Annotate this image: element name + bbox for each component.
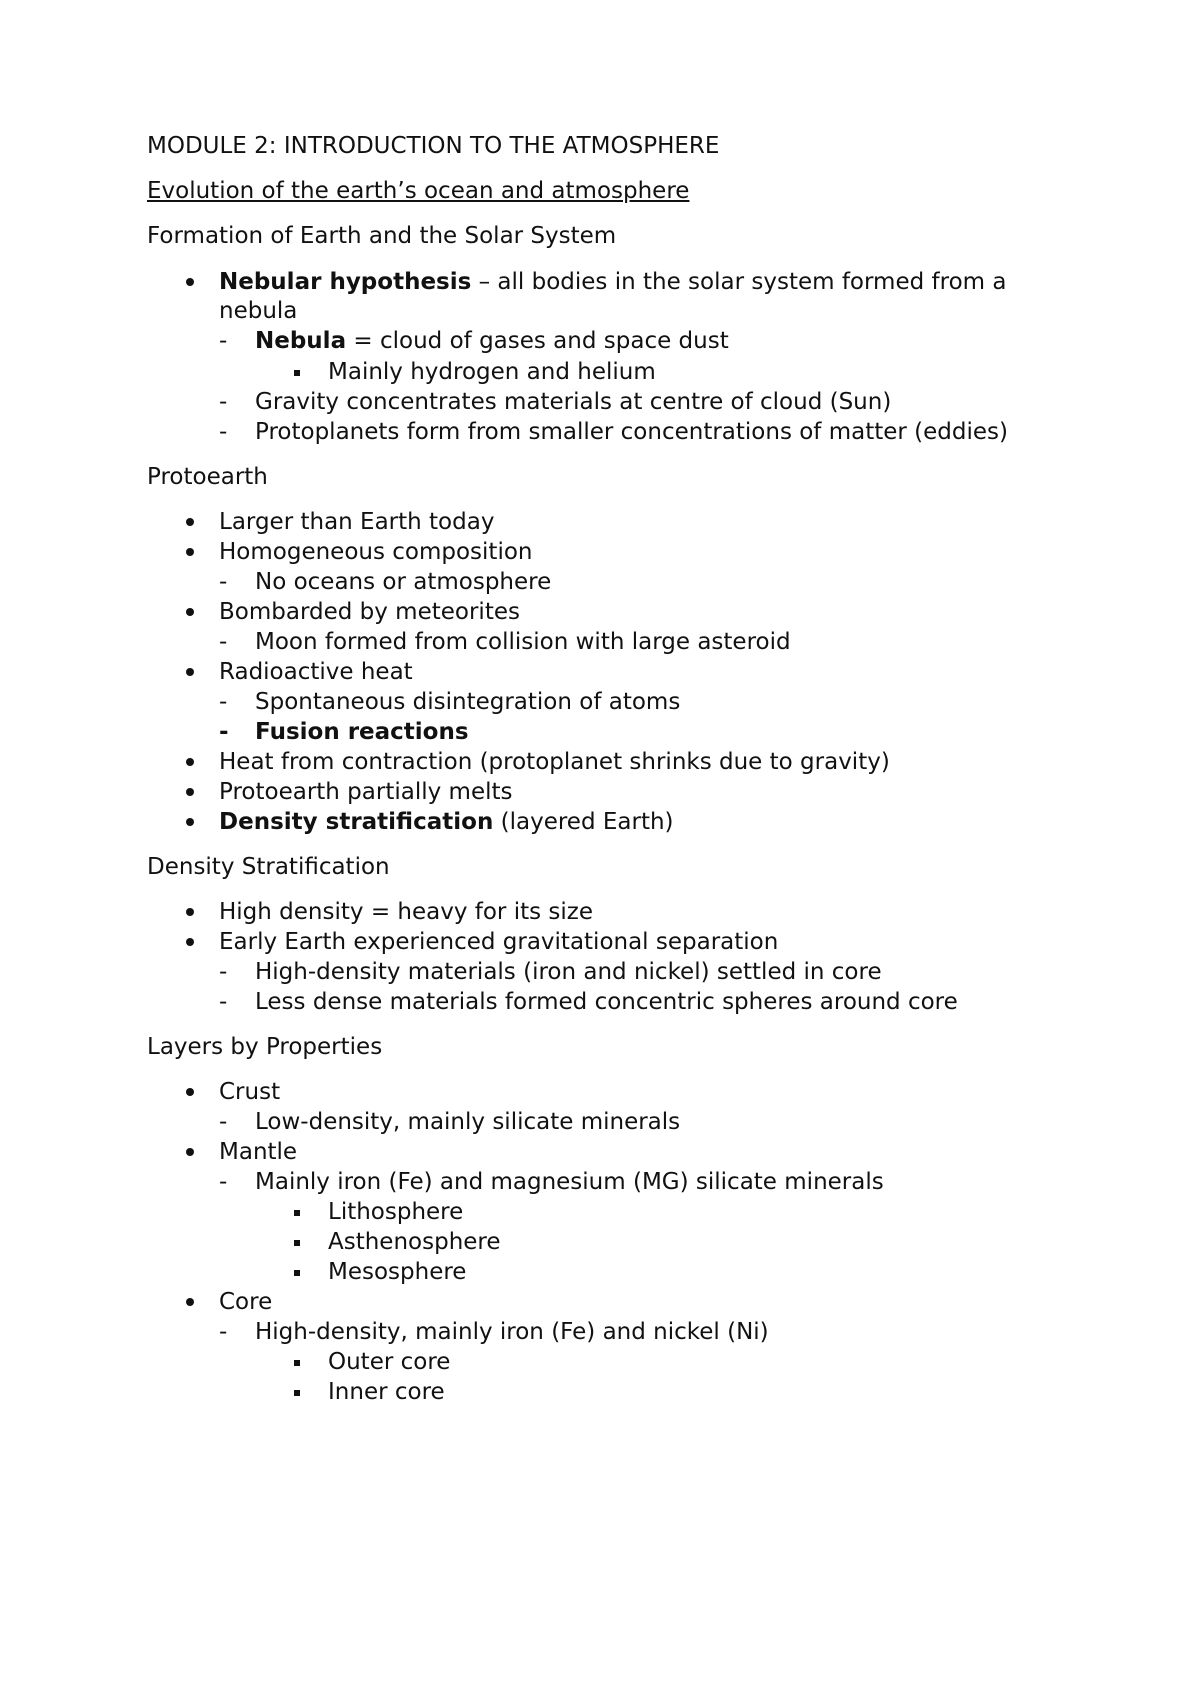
bullet-icon bbox=[186, 278, 194, 286]
square-bullet-icon bbox=[294, 1210, 300, 1216]
dash-icon: - bbox=[219, 719, 229, 745]
dash-icon: - bbox=[219, 989, 228, 1015]
bullet-icon bbox=[186, 668, 194, 676]
nebular-definition: – all bodies in the solar system formed from a bbox=[471, 269, 1007, 295]
protoearth-heading: Protoearth bbox=[147, 464, 268, 490]
bullet-icon bbox=[186, 548, 194, 556]
density-heading: Density Stratification bbox=[147, 854, 390, 880]
document-title: MODULE 2: INTRODUCTION TO THE ATMOSPHERE bbox=[147, 133, 720, 159]
bullet-icon bbox=[186, 818, 194, 826]
bullet-icon bbox=[186, 1298, 194, 1306]
dash-icon: - bbox=[219, 1109, 228, 1135]
square-bullet-icon bbox=[294, 1390, 300, 1396]
square-bullet-icon bbox=[294, 1360, 300, 1366]
square-bullet-icon bbox=[294, 1270, 300, 1276]
bullet-icon bbox=[186, 788, 194, 796]
dash-icon: - bbox=[219, 389, 228, 415]
dash-icon: - bbox=[219, 419, 228, 445]
dash-icon: - bbox=[219, 1169, 228, 1195]
square-bullet-icon bbox=[294, 1240, 300, 1246]
document-subtitle: Evolution of the earth’s ocean and atmosphere bbox=[147, 178, 690, 204]
term-nebula: Nebula bbox=[255, 328, 347, 354]
dash-icon: - bbox=[219, 1319, 228, 1345]
dash-icon: - bbox=[219, 959, 228, 985]
nebula-definition: = cloud of gases and space dust bbox=[346, 328, 729, 354]
bullet-icon bbox=[186, 1148, 194, 1156]
square-bullet-icon bbox=[294, 370, 300, 376]
dash-icon: - bbox=[219, 328, 228, 354]
bullet-icon bbox=[186, 518, 194, 526]
dash-icon: - bbox=[219, 629, 228, 655]
term-fusion-reactions: Fusion reactions bbox=[255, 719, 469, 745]
nebular-definition-continued: nebula bbox=[219, 298, 298, 324]
bullet-icon bbox=[186, 1088, 194, 1096]
term-density-stratification: Density stratification bbox=[219, 809, 494, 835]
bullet-icon bbox=[186, 608, 194, 616]
bullet-icon bbox=[186, 758, 194, 766]
dash-icon: - bbox=[219, 569, 228, 595]
layers-heading: Layers by Properties bbox=[147, 1034, 383, 1060]
formation-heading: Formation of Earth and the Solar System bbox=[147, 223, 617, 249]
bullet-icon bbox=[186, 908, 194, 916]
document-page: MODULE 2: INTRODUCTION TO THE ATMOSPHERE Evolution of the earth’s ocean and atmosphere Formation of Earth and the Solar System Nebular hypothesis – all bodies in the solar system formed from a nebula - Nebula = cloud of gases and space dust Mainly hydrogen and helium - Gravity concentrates materials at centre of cloud (Sun) - Protoplanets form from smaller concentrations of matter (eddies) Protoearth Larger than Earth today Homogeneous composition - No oceans or atmosphere Bombarded by meteorites - Moon formed from collision with large asteroid Radioactive heat - Spontaneous disintegration of atoms - Fusion reactions Heat from contraction (protoplanet shrinks due to gravity) Protoearth partially melts Density stratification (layered Earth) Density Stratification High density = heavy for its size Early Earth experienced gravitational separation - High-density materials (iron and nickel) settled in core - Less dense materials formed concentric spheres around core Layers by Properties Crust - Low-density, mainly silicate minerals Mantle - Mainly iron (Fe) and magnesium (MG) silicate minerals Lithosphere Asthenosphere Mesosphere Core - High-density, mainly iron (Fe) and nickel (Ni) Outer core Inner core bbox=[147, 133, 1008, 1405]
term-nebular-hypothesis: Nebular hypothesis bbox=[219, 269, 472, 295]
bullet-icon bbox=[186, 938, 194, 946]
dash-icon: - bbox=[219, 689, 228, 715]
